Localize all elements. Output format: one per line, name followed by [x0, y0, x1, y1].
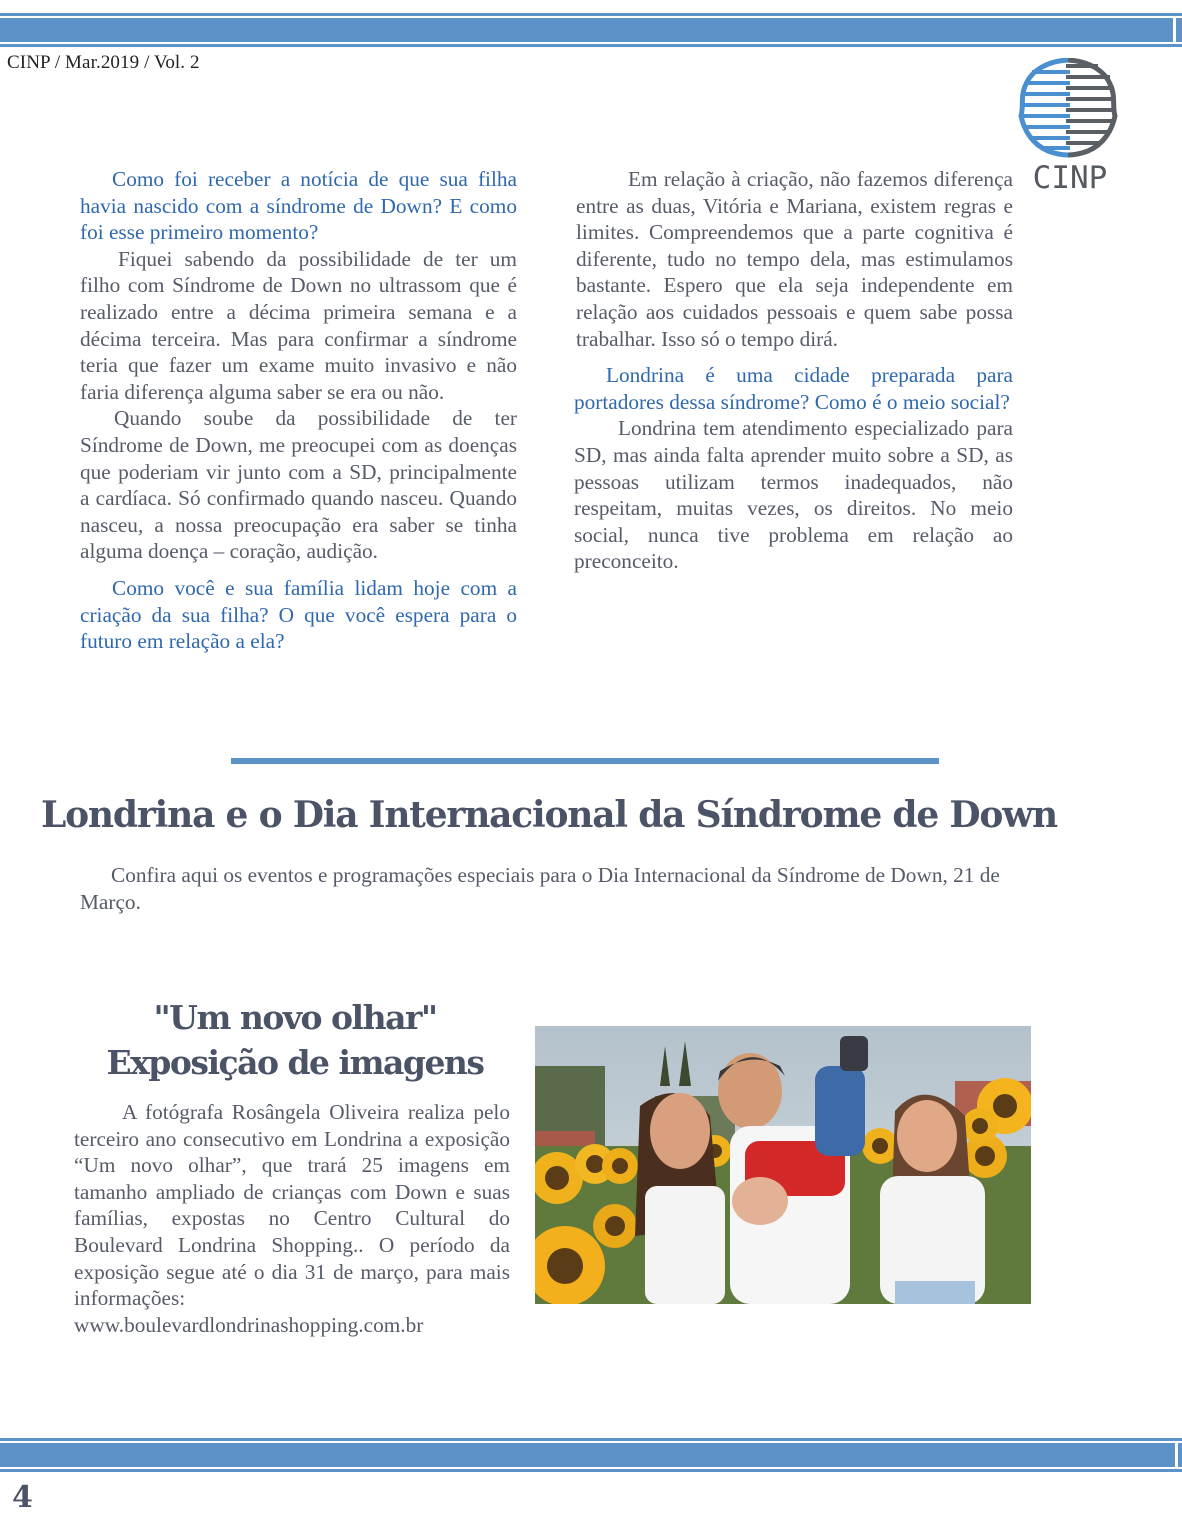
cinp-globe-icon: [1018, 58, 1122, 158]
header-bar: [0, 13, 1182, 47]
exposicao-title: [70, 995, 520, 1085]
footer-bar: [0, 1438, 1182, 1472]
intro-text: Confira aqui os eventos e programações especiais para o Dia Internacional da Síndrome de Down, 21 de Março.: [80, 863, 1000, 914]
exposicao-body: [74, 1099, 510, 1338]
family-sunflower-photo: [535, 1026, 1031, 1304]
interview-question: Londrina é uma cidade preparada para portadores dessa síndrome? Como é o meio social?: [574, 363, 1013, 414]
exposicao-text: A fotógrafa Rosângela Oliveira realiza pelo terceiro ano consecutivo em Londrina a exposição “Um novo olhar”, que trará 25 imagens em tamanho ampliado de crianças com Down e suas famílias, expostas no Centro Cultural do Boulevard Londrina Shopping.. O período da exposição segue até o dia 31 de março, para mais informações: www.boulevardlondrinashopping.com.br: [74, 1100, 510, 1337]
interview-right-column: [576, 166, 1013, 575]
logo-text: CINP: [1032, 160, 1108, 196]
interview-left-column: [80, 166, 517, 655]
exposicao-title-line2: Exposição de imagens: [106, 1043, 484, 1082]
interview-answer: Quando soube da possibilidade de ter Síndrome de Down, me preocupei com as doenças que poderiam vir junto com a SD, principalmente a cardíaca. Só confirmado quando nasceu. Quando nasceu, a nossa preocupação era saber se tinha alguma doença – coração, audição.: [80, 406, 517, 564]
page-number: 4: [12, 1480, 33, 1515]
interview-question: Como você e sua família lidam hoje com a criação da sua filha? O que você espera para o futuro em relação a ela?: [80, 575, 517, 654]
interview-answer: Em relação à criação, não fazemos diferença entre as duas, Vitória e Mariana, existem regras e limites. Compreendemos que a parte cognitiva é diferente, tudo no tempo dela, mas estimulamos bastante. Espero que ela seja independente em relação aos cuidados pessoais e quem sabe possa trabalhar. Isso só o tempo dirá.: [576, 167, 1013, 351]
running-head: CINP / Mar.2019 / Vol. 2: [7, 52, 200, 73]
exposicao-title-line1: "Um novo olhar": [153, 998, 437, 1037]
cinp-logo: [1018, 58, 1122, 198]
interview-question: Como foi receber a notícia de que sua filha havia nascido com a síndrome de Down? E como foi esse primeiro momento?: [80, 167, 517, 245]
section-divider: [231, 758, 939, 764]
section-title: Londrina e o Dia Internacional da Síndrome de Down: [41, 794, 1057, 836]
section-intro: [80, 862, 1000, 915]
interview-answer: Londrina tem atendimento especializado para SD, mas ainda falta aprender muito sobre a SD, as pessoas utilizam termos inadequados, não respeitam, muitas vezes, os direitos. No meio social, nunca tive problema em relação ao preconceito.: [574, 416, 1013, 574]
interview-answer: Fiquei sabendo da possibilidade de ter um filho com Síndrome de Down no ultrassom que é realizado entre a décima primeira semana e a décima terceira. Mas para confirmar a síndrome teria que fazer um exame muito invasivo e não faria diferença alguma saber se era ou não.: [80, 246, 517, 404]
